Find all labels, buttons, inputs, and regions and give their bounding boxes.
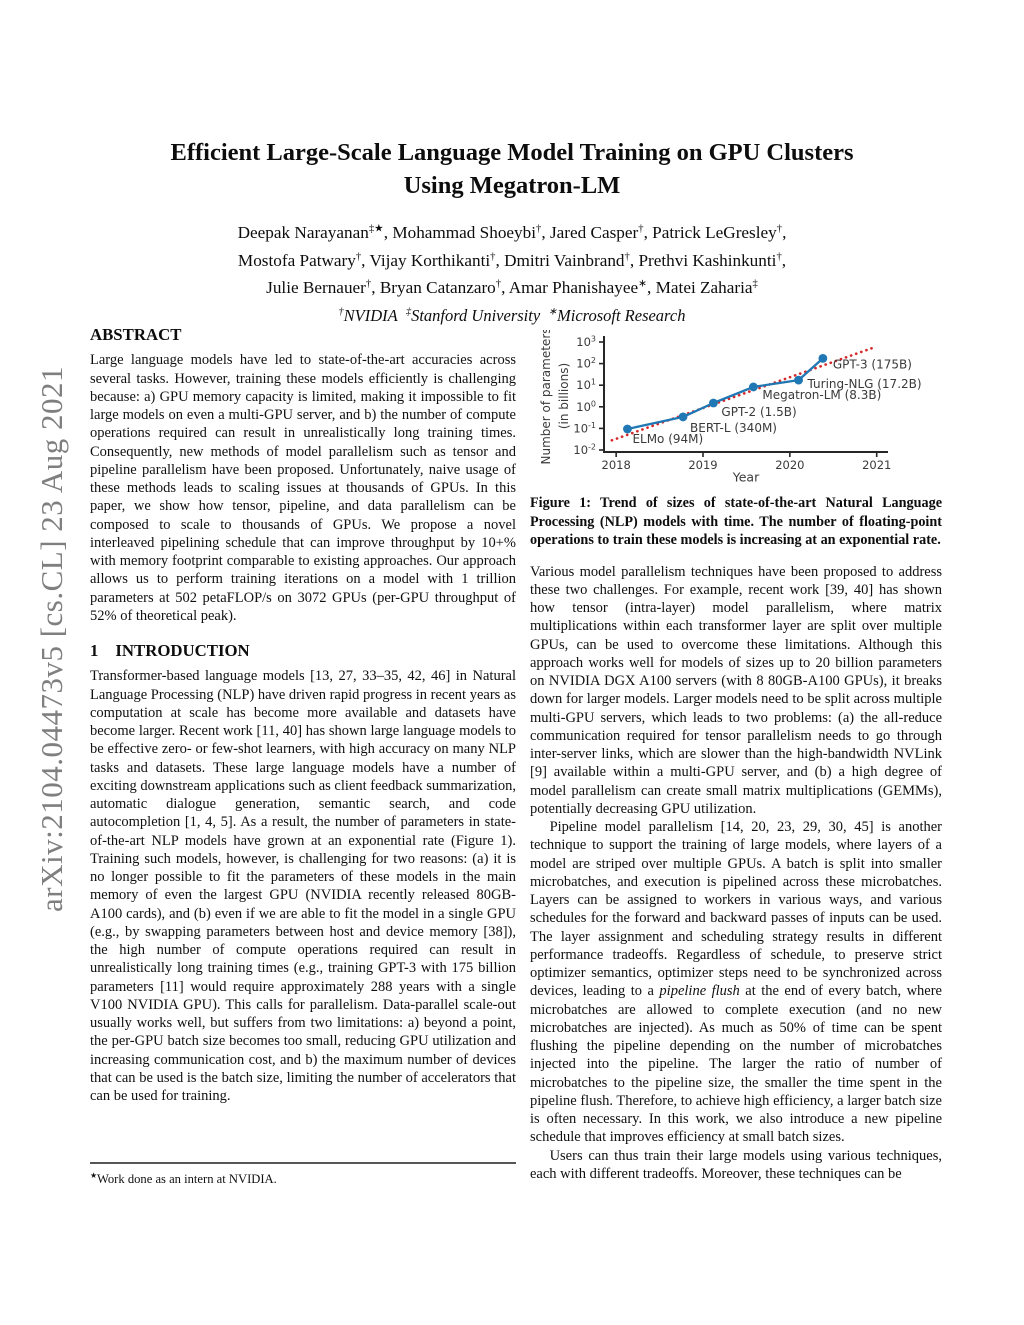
author-block: [112, 219, 912, 329]
y-tick-label: $10^3$: [576, 334, 596, 349]
body-paragraph: Pipeline model parallelism [14, 20, 23, 29, 30, 45] is another technique to support the training of large models, where layers of a model are striped over multiple GPUs. A batch is split into smaller microbatches, and execution is pipelined across these microbatches. Layers can be assigned to workers in various ways, and various schedules for the forward and backward passes of inputs can be used. The layer assignment and scheduling strategy results in different performance tradeoffs. Regardless of schedule, to preserve strict optimizer semantics, optimizer steps need to be synchronized across devices, leading to a pipeline flush at the end of every batch, where microbatches are allowed to complete execution (and no new microbatches are injected). As much as 50% of time can be spent flushing the pipeline depending on the number of microbatches injected into the pipeline. The larger the ratio of number of microbatches to the pipeline size, the smaller the time spent in the pipeline flush. Therefore, to achieve high efficiency, a larger batch size is often necessary. In this work, we also introduce a new pipeline schedule that improves efficiency at small batch sizes.: [530, 819, 942, 1146]
data-point-label: Turing-NLG (17.2B): [807, 377, 922, 392]
y-tick-label: $10^2$: [576, 356, 596, 371]
section-title: INTRODUCTION: [115, 641, 250, 660]
y-axis-label: Number of parameters: [539, 330, 553, 465]
data-point: [794, 376, 803, 385]
x-tick-label: 2019: [688, 458, 718, 472]
data-point-label: ELMo (94M): [632, 431, 704, 446]
introduction-heading: [90, 642, 516, 660]
affiliations-line: †NVIDIA ‡Stanford University ∗Microsoft Research: [338, 305, 686, 325]
right-column: [530, 330, 942, 1183]
left-column: [90, 326, 516, 1105]
author-line: Mostofa Patwary†, Vijay Korthikanti†, Dmitri Vainbrand†, Prethvi Kashinkunti†,: [237, 250, 787, 270]
author-line: Deepak Narayanan‡★, Mohammad Shoeybi†, Jared Casper†, Patrick LeGresley†,: [237, 223, 787, 242]
x-axis-label: Year: [732, 469, 760, 484]
data-point: [709, 399, 718, 408]
x-tick-label: 2018: [601, 458, 631, 472]
data-point: [749, 383, 758, 392]
body-paragraph: Various model parallelism techniques have been proposed to address these two challenges. For example, recent work [39, 40] has shown how tensor (intra-layer) model parallelism, where matrix multiplications within each transformer layer are split over multiple GPUs, can be used to overcome these limitations. Although this approach works well for models of sizes up to 20 billion parameters on NVIDIA DGX A100 servers (with 8 80GB-A100 GPUs), it breaks down for larger models. Larger models need to be split across multiple multi-GPU servers, which leads to two problems: (a) the all-reduce communication required for tensor parallelism needs to go through inter-server links, which are slower than the high-bandwidth NVLink [9] available within a multi-GPU server, and (b) a high degree of model parallelism can create small matrix multiplications (GEMMs), potentially decreasing GPU utilization.: [530, 563, 942, 817]
data-point-label: Megatron-LM (8.3B): [762, 387, 882, 402]
abstract-heading: ABSTRACT: [90, 325, 182, 344]
paper-title: Efficient Large-Scale Language Model Training on GPU Clusters Using Megatron-LM: [170, 139, 854, 200]
y-tick-label: $10^1$: [576, 377, 596, 393]
chart-series: [623, 354, 922, 446]
author-line: Julie Bernauer†, Bryan Catanzaro†, Amar Phanishayee∗, Matei Zaharia‡: [266, 278, 758, 297]
data-point: [818, 354, 827, 363]
data-point: [623, 425, 632, 434]
footnote: ★Work done as an intern at NVIDIA.: [90, 1162, 516, 1187]
data-point-label: GPT-2 (1.5B): [721, 404, 797, 419]
data-point-label: GPT-3 (175B): [832, 357, 912, 372]
body-paragraph: Users can thus train their large models using various techniques, each with different tradeoffs. Moreover, these techniques can be: [530, 1147, 942, 1182]
data-point-label: BERT-L (340M): [690, 420, 778, 435]
y-axis-label: (in billions): [557, 362, 571, 430]
figure1-chart-container: [530, 330, 950, 484]
x-tick-label: 2021: [862, 458, 892, 472]
section-number: 1: [90, 641, 99, 660]
abstract-text: Large language models have led to state-of-the-art accuracies across several tasks. However, training these models efficiently is challenging because: a) GPU memory capacity is limited, making it impossible to fit large models on even a multi-GPU server, and b) the number of compute operations required can result in unrealistically long training times. Consequently, new methods of model parallelism such as tensor and pipeline parallelism have been proposed. Unfortunately, naive usage of these methods leads to scaling issues at thousands of GPUs. In this paper, we show how tensor, pipeline, and data parallelism can be composed to scale to thousands of GPUs. We propose a novel interleaved pipelining schedule that can improve throughput by 10+% with memory footprint comparable to existing approaches. Our approach allows us to perform training iterations on a model with 1 trillion parameters at 502 petaFLOP/s on 3072 GPUs (per-GPU throughput of 52% of theoretical peak).: [90, 352, 516, 624]
x-tick-label: 2020: [775, 458, 805, 472]
data-point: [679, 413, 688, 422]
y-tick-label: $10^0$: [576, 399, 596, 414]
figure1-line-chart: [530, 330, 950, 484]
figure1-caption: Figure 1: Trend of sizes of state-of-the-art Natural Language Processing (NLP) models with time. The number of floating-point operations to train these models is increasing at an exponential rate.: [530, 495, 942, 548]
arxiv-watermark: arXiv:2104.04473v5 [cs.CL] 23 Aug 2021: [34, 366, 69, 912]
y-tick-label: $10^{-2}$: [573, 442, 596, 457]
introduction-paragraph: Transformer-based language models [13, 27, 33–35, 42, 46] in Natural Language Processing (NLP) have driven rapid progress in recent years as computation at scale has become more available and datasets have become larger. Recent work [11, 40] has shown large language models to be effective zero- or few-shot learners, with high accuracy on many NLP tasks and datasets. These large language models have a number of exciting downstream applications such as client feedback summarization, automatic dialogue generation, semantic search, and code autocompletion [1, 4, 5]. As a result, the number of parameters in state-of-the-art NLP models have grown at an exponential rate (Figure 1). Training such models, however, is challenging for two reasons: (a) it is no longer possible to fit the parameters of these models in the main memory of even the largest GPU (NVIDIA recently released 80GB-A100 cards), and (b) even if we are able to fit the model in a single GPU (e.g., by swapping parameters between host and device memory [38]), the high number of compute operations required can result in unrealistically long training times (e.g., training GPT-3 with 175 billion parameters [11] would require approximately 288 years with a single V100 NVIDIA GPU). This calls for parallelism. Data-parallel scale-out usually works well, but suffers from two limitations: a) beyond a point, the per-GPU batch size becomes too small, reducing GPU utilization and increasing communication cost, and b) the maximum number of devices that can be used is the batch size, limiting the number of accelerators that can be used for training.: [90, 668, 517, 1104]
y-tick-label: $10^{-1}$: [573, 420, 596, 436]
